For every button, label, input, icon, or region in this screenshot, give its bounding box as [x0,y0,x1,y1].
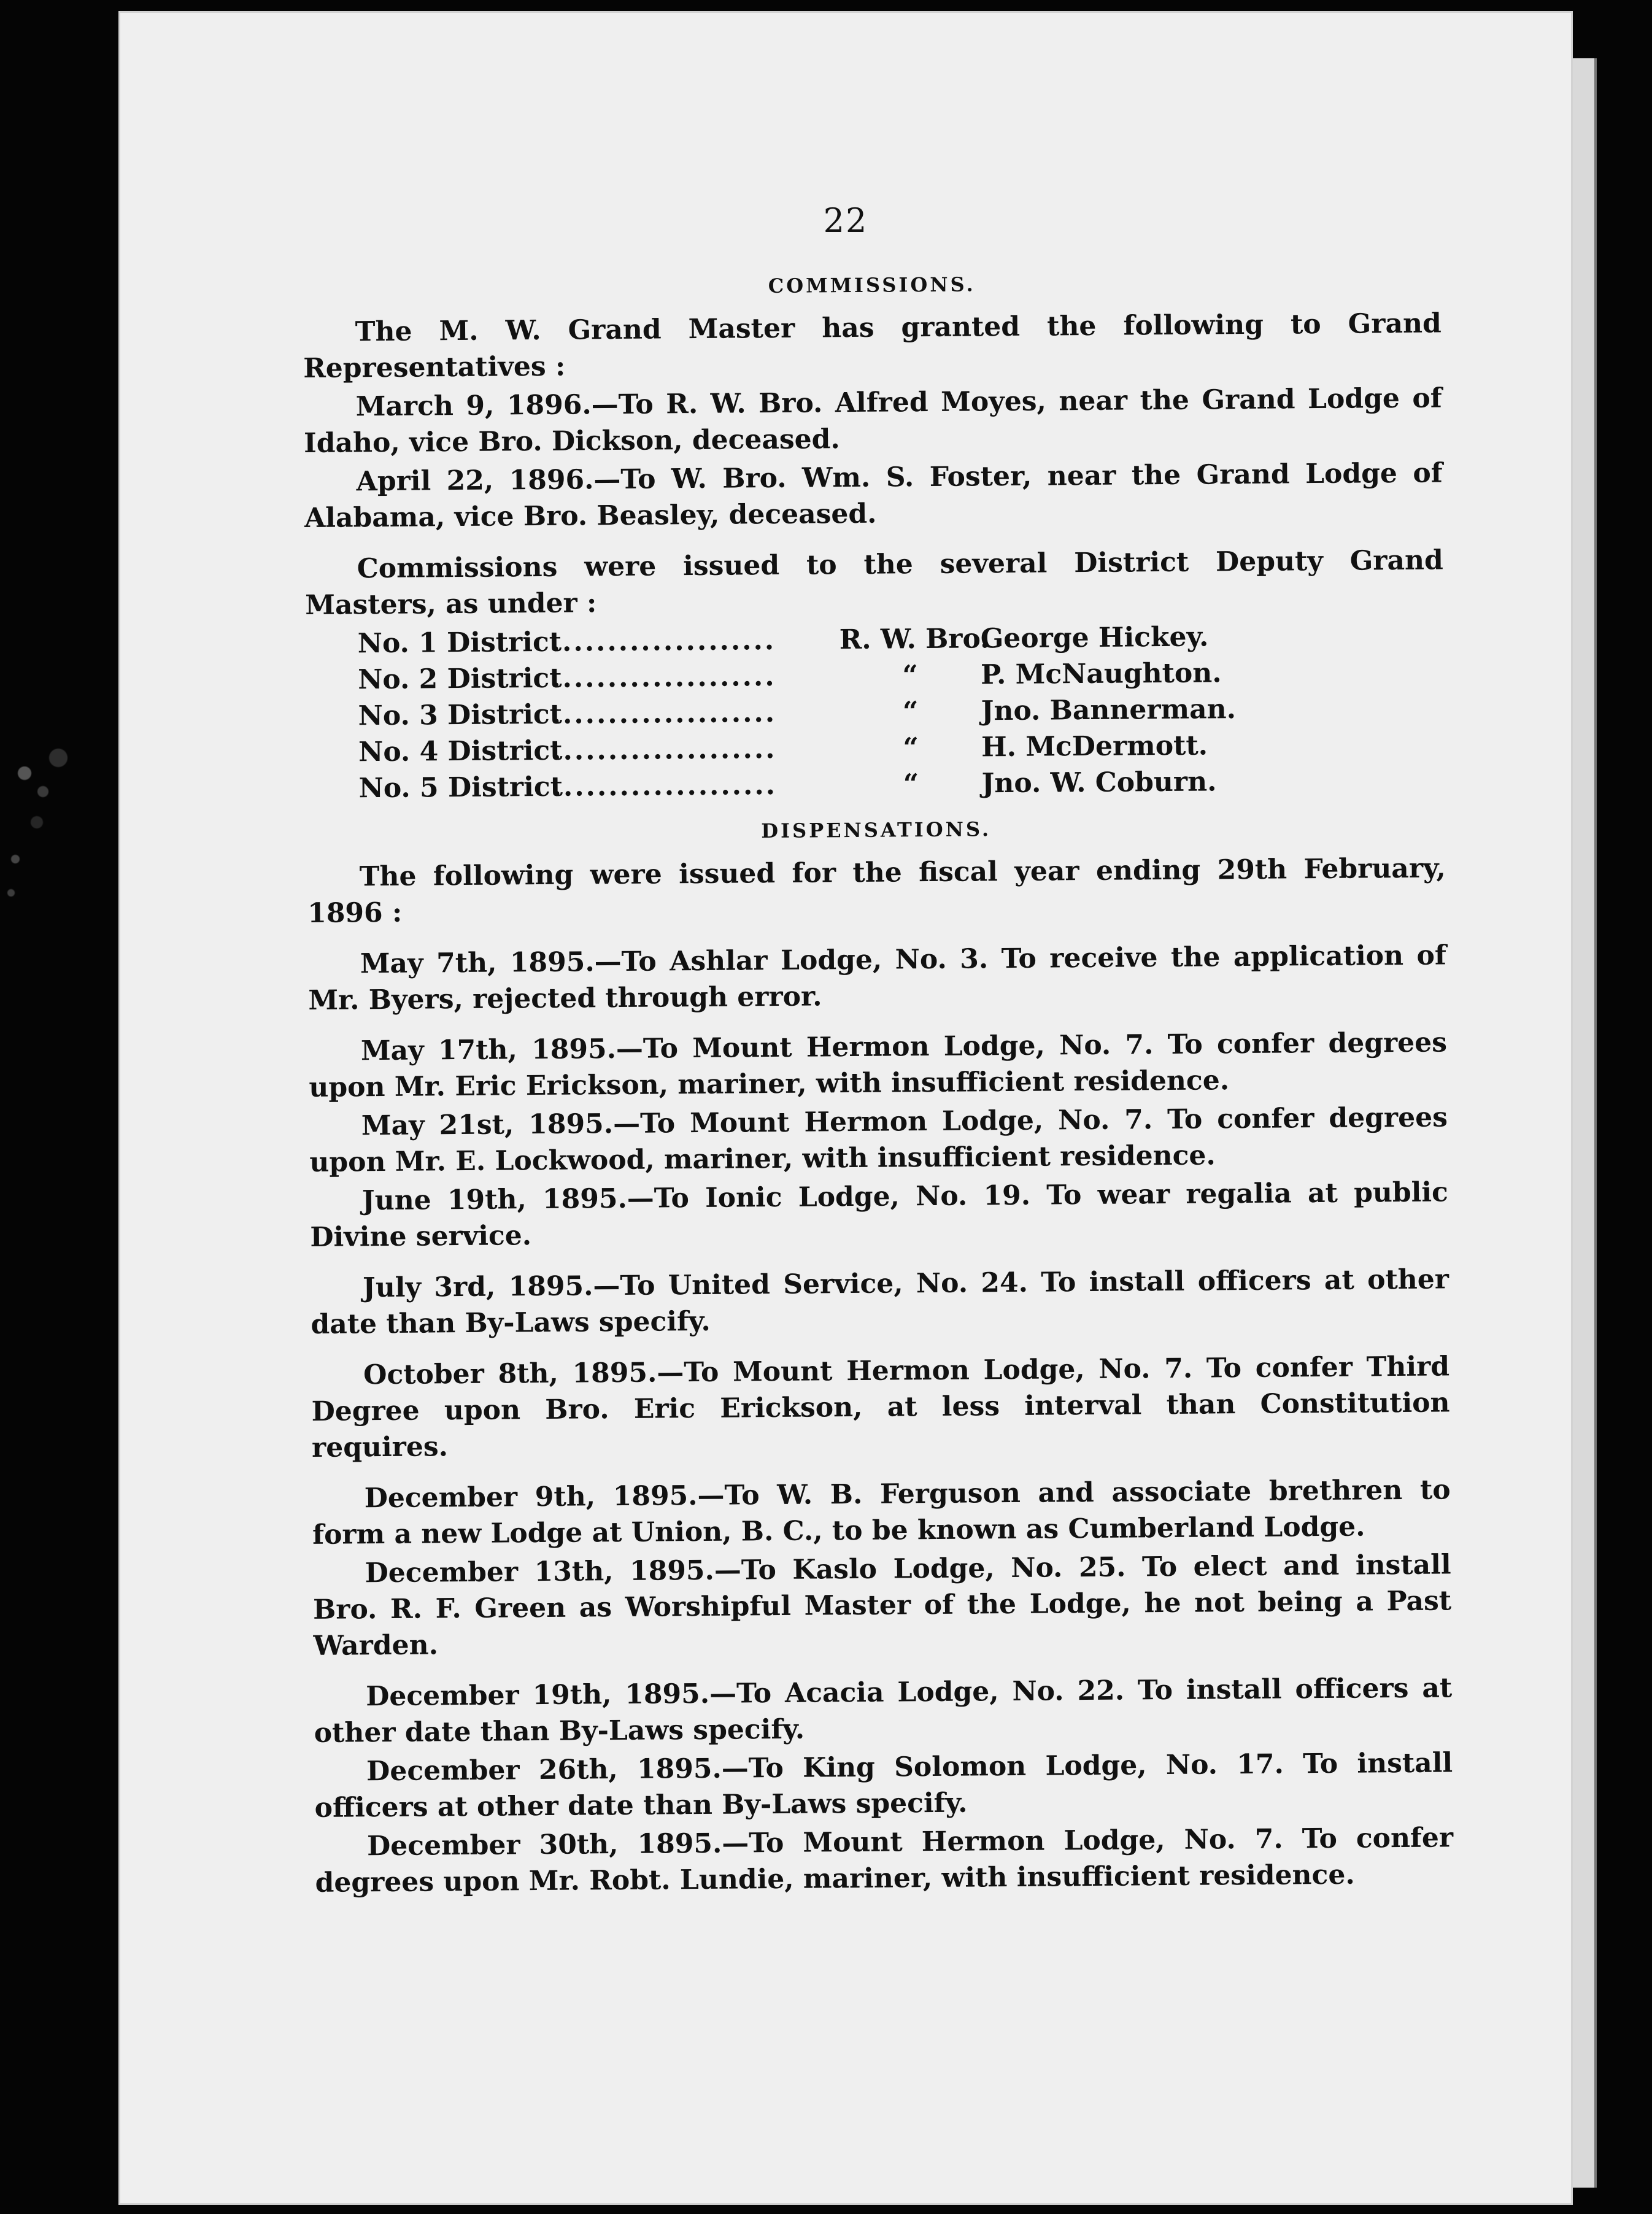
deputy-name: George Hickey. [980,621,1209,655]
district-name: No. 4 District [358,735,563,768]
district-row [358,762,1445,806]
dispensation-entry: December 13th, 1895.—To Kaslo Lodge, No. 25. To elect and install Bro. R. F. Green as Worshipful Master of the Lodge, he not being a Past Warden. [312,1549,1452,1662]
leader-dots: .................... [551,733,777,766]
ditto-mark: “ [902,696,919,728]
leader-dots: .................... [551,660,776,694]
dispensation-entry: October 8th, 1895.—To Mount Hermon Lodge, No. 7. To confer Third Degree upon Bro. Eric Erickson, at less interval than Constitution requires. [311,1351,1450,1464]
deputy-name: H. McDermott. [981,730,1208,763]
dispensation-entry: December 30th, 1895.—To Mount Hermon Lodge, No. 7. To confer degrees upon Mr. Robt. Lundie, mariner, with insufficient residence. [315,1822,1454,1899]
leader-dots: .................... [551,696,777,730]
ditto-mark: “ [902,660,919,692]
dispensations-heading: DISPENSATIONS. [761,817,992,843]
dispensation-entry: May 21st, 1895.—To Mount Hermon Lodge, No. 7. To confer degrees upon Mr. E. Lockwood, mariner, with insufficient residence. [309,1101,1448,1178]
deputy-name: Jno. W. Coburn. [981,766,1217,800]
scanner-margin [0,0,92,2214]
dispensation-entry: December 26th, 1895.—To King Solomon Lodge, No. 17. To install officers at other date than By-Laws specify. [314,1747,1453,1824]
deputy-name: Jno. Bannerman. [981,693,1237,727]
dispensation-entry: May 7th, 1895.—To Ashlar Lodge, No. 3. To receive the application of Mr. Byers, rejected through error. [308,939,1447,1016]
page-number: 22 [823,201,868,240]
commissions-heading: COMMISSIONS. [768,272,976,298]
ditto-mark: “ [903,768,919,800]
deputy-name: P. McNaughton. [980,657,1222,691]
district-name: No. 5 District [358,771,563,804]
dispensation-entry: May 17th, 1895.—To Mount Hermon Lodge, No. 7. To confer degrees upon Mr. Eric Erickson, mariner, with insufficient residence. [309,1027,1448,1103]
leader-dots: .................... [552,769,778,803]
ditto-mark: “ [903,732,919,764]
dispensation-entry: July 3rd, 1895.—To United Service, No. 24. To install officers at other date than By-Laws specify. [311,1263,1449,1340]
deputy-title: R. W. Bro. [839,623,990,656]
dispensation-entry: June 19th, 1895.—To Ionic Lodge, No. 19. To wear regalia at public Divine service. [310,1176,1449,1253]
district-name: No. 3 District [358,698,563,732]
document-page [118,11,1573,2205]
dispensations-intro: The following were issued for the fiscal year ending 29th February, 1896 : [307,852,1446,929]
dispensation-entry: December 19th, 1895.—To Acacia Lodge, No. 22. To install officers at other date than By-Laws specify. [314,1672,1453,1749]
commissions-intro: The M. W. Grand Master has granted the following to Grand Representatives : [303,307,1442,384]
leader-dots: .................... [550,624,776,658]
commission-entry: April 22, 1896.—To W. Bro. Wm. S. Foster, near the Grand Lodge of Alabama, vice Bro. Beasley, deceased. [304,457,1443,534]
district-name: No. 2 District [358,662,562,696]
dispensation-entry: December 9th, 1895.—To W. B. Ferguson and associate brethren to form a new Lodge at Union, B. C., to be known as Cumberland Lodge. [312,1474,1451,1551]
page-text [303,263,1454,1903]
district-list [358,617,1445,806]
district-name: No. 1 District [357,626,562,660]
deputies-intro: Commissions were issued to the several District Deputy Grand Masters, as under : [305,544,1443,621]
commission-entry: March 9, 1896.—To R. W. Bro. Alfred Moyes, near the Grand Lodge of Idaho, vice Bro. Dickson, deceased. [303,382,1442,459]
